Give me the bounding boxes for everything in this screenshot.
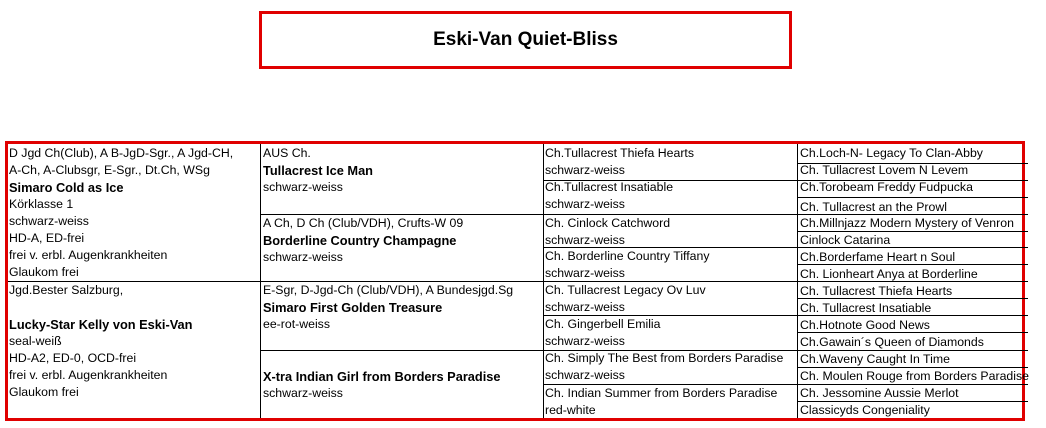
pedigree-table [5, 141, 1029, 421]
grandparent-color: schwarz-weiss [263, 250, 343, 264]
grandparent-color: schwarz-weiss [263, 180, 343, 194]
great-grandparent-cell [545, 215, 670, 249]
sire-eyes: frei v. erbl. Augenkrankheiten [9, 248, 168, 262]
sire-cell [9, 145, 233, 281]
grandparent-cell [263, 215, 463, 266]
sire-hd: HD-A, ED-frei [9, 231, 85, 245]
dam-hd: HD-A2, ED-0, OCD-frei [9, 351, 137, 365]
ggp-color: schwarz-weiss [545, 233, 625, 247]
great-grandparent-cell [545, 316, 661, 350]
dam-name: Lucky-Star Kelly von Eski-Van [9, 317, 193, 332]
gggp-name: Classicyds Congeniality [800, 403, 930, 417]
grandparent-name: Borderline Country Champagne [263, 233, 457, 248]
gggp-name: Ch. Moulen Rouge from Borders Paradise [800, 369, 1029, 383]
sire-koerklasse: Körklasse 1 [9, 197, 74, 211]
gggp-name: Ch. Tullacrest an the Prowl [800, 200, 947, 214]
ggp-name: Ch. Tullacrest Legacy Ov Luv [545, 283, 706, 297]
ggp-name: Ch.Tullacrest Insatiable [545, 180, 674, 194]
gggp-name: Ch. Jessomine Aussie Merlot [800, 386, 959, 400]
ggp-color: schwarz-weiss [545, 300, 625, 314]
gggp-name: Ch.Millnjazz Modern Mystery of Venron [800, 216, 1014, 230]
great-grandparent-cell [545, 248, 710, 282]
ggp-name: Ch. Borderline Country Tiffany [545, 249, 710, 263]
grandparent-cell [263, 368, 501, 402]
dam-eyes: frei v. erbl. Augenkrankheiten [9, 368, 168, 382]
ggg-column [798, 144, 1028, 419]
ggp-color: red-white [545, 403, 596, 417]
dam-titles: Jgd.Bester Salzburg, [9, 283, 124, 297]
ggp-color: schwarz-weiss [545, 163, 625, 177]
ggp-name: Ch.Tullacrest Thiefa Hearts [545, 146, 694, 160]
sire-color: schwarz-weiss [9, 214, 89, 228]
grandparent-cell [263, 145, 373, 196]
grandparent-titles: E-Sgr, D-Jgd-Ch (Club/VDH), A Bundesjgd.Sg [263, 283, 514, 297]
gggp-name: Ch.Loch-N- Legacy To Clan-Abby [800, 146, 983, 160]
grandparent-name: Tullacrest Ice Man [263, 163, 373, 178]
gggp-name: Cinlock Catarina [800, 233, 891, 247]
ggp-name: Ch. Indian Summer from Borders Paradise [545, 386, 778, 400]
gggp-name: Ch. Lionheart Anya at Borderline [800, 267, 978, 281]
grandparent-name: X-tra Indian Girl from Borders Paradise [263, 369, 501, 384]
sire-name: Simaro Cold as Ice [9, 180, 124, 195]
row-divider [260, 350, 543, 351]
grandparent-name: Simaro First Golden Treasure [263, 300, 443, 315]
dam-cell [9, 282, 193, 401]
ggp-color: schwarz-weiss [545, 334, 625, 348]
dam-color: seal-weiß [9, 334, 62, 348]
great-grandparent-cell [545, 350, 783, 384]
ggp-color: schwarz-weiss [545, 197, 625, 211]
gggp-name: Ch.Borderfame Heart n Soul [800, 250, 956, 264]
great-grandparent-cell [545, 179, 673, 213]
ggp-name: Ch. Simply The Best from Borders Paradise [545, 351, 784, 365]
dam-glaukom: Glaukom frei [9, 385, 79, 399]
sire-titles-line1: D Jgd Ch(Club), A B-JgD-Sgr., A Jgd-CH, [9, 146, 234, 160]
great-grandparent-cell [545, 145, 694, 179]
ggp-color: schwarz-weiss [545, 368, 625, 382]
page-title: Eski-Van Quiet-Bliss [433, 29, 618, 50]
ggp-name: Ch. Gingerbell Emilia [545, 317, 661, 331]
ggp-name: Ch. Cinlock Catchword [545, 216, 671, 230]
grandparent-titles: AUS Ch. [263, 146, 311, 160]
ggp-color: schwarz-weiss [545, 266, 625, 280]
great-grandparent-cell [545, 282, 706, 316]
gggp-name: Ch. Tullacrest Thiefa Hearts [800, 284, 953, 298]
great-grandparent-cell [545, 385, 777, 419]
gggp-name: Ch.Hotnote Good News [800, 318, 930, 332]
sire-glaukom: Glaukom frei [9, 265, 79, 279]
sire-titles-line2: A-Ch, A-Clubsgr, E-Sgr., Dt.Ch, WSg [9, 163, 210, 177]
grandparent-color: ee-rot-weiss [263, 317, 330, 331]
gggp-name: Ch.Waveny Caught In Time [800, 352, 950, 366]
gggp-name: Ch. Tullacrest Lovem N Levem [800, 163, 969, 177]
gggp-name: Ch.Torobeam Freddy Fudpucka [800, 180, 973, 194]
grandparent-color: schwarz-weiss [263, 386, 343, 400]
gggp-name: Ch. Tullacrest Insatiable [800, 301, 932, 315]
grandparent-titles: A Ch, D Ch (Club/VDH), Crufts-W 09 [263, 216, 464, 230]
grandparent-cell [263, 282, 513, 333]
gggp-name: Ch.Gawain´s Queen of Diamonds [800, 335, 984, 349]
title-box [259, 11, 792, 69]
